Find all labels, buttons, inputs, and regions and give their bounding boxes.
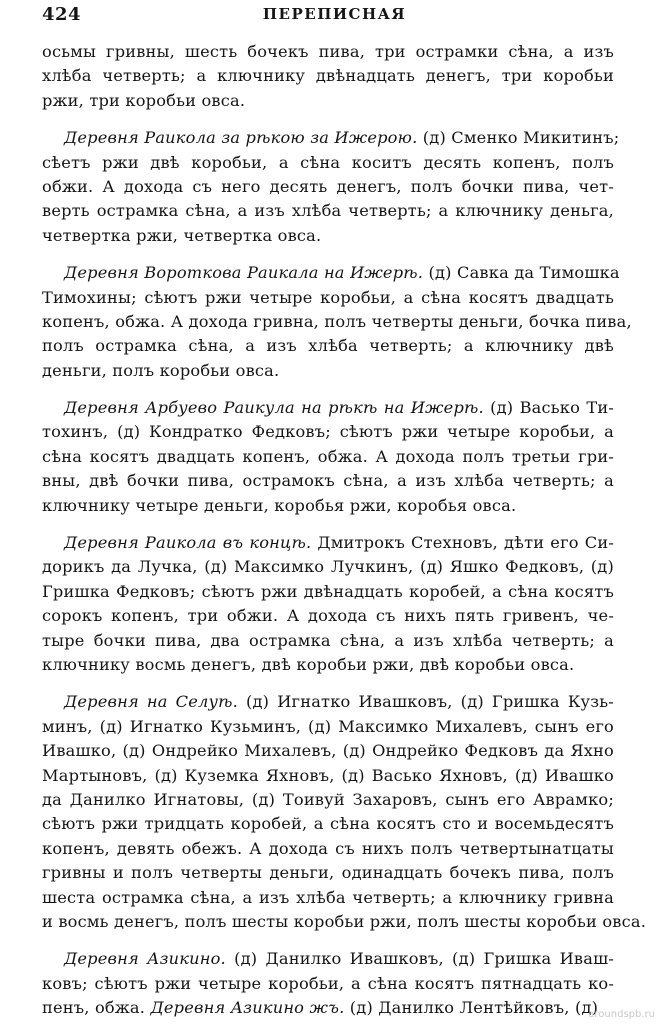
text-line [42, 996, 614, 1020]
line-text: сѣетъ ржи двѣ коробьи, а сѣна коситъ десять копенъ, полъ [42, 152, 614, 172]
line-text: дорикъ да Лучка, (д) Максимко Лучкинъ, (д) Яшко Федковъ, (д) [42, 557, 614, 577]
line-text: минъ, (д) Игнатко Кузьминъ, (д) Максимко Михалевъ, сынъ его [42, 716, 614, 736]
line-text: обжи. А дохода съ него десять денегъ, полъ бочки пива, чет- [42, 176, 614, 196]
line-text: деньги, полъ коробьи овса. [42, 360, 280, 380]
line-text: да Данилко Игнатовы, (д) Тоивуй Захаровъ, сынъ его Аврамко; [42, 789, 614, 809]
text-line [42, 310, 632, 334]
line-text: копенъ, девять обежъ. А дохода съ нихъ полъ четвертынатцаты [42, 838, 614, 858]
line-text: верть острамка сѣна, а изъ хлѣба четверть; а ключнику деньга, [42, 201, 614, 221]
line-text: (д) Данилко Ивашковъ, (д) Гришка Иваш- [225, 949, 614, 969]
text-line [42, 64, 614, 88]
text-line [42, 910, 647, 934]
line-text: четвертка ржи, четвертка овса. [42, 225, 322, 245]
text-line [42, 469, 614, 493]
line-text: пенъ, обжа. [42, 998, 146, 1018]
line-text: Дмитрокъ Стехновъ, дѣти его Си- [311, 533, 614, 553]
line-text: (д) Васько Ти- [483, 398, 614, 418]
line-text: гривны и полъ четверты деньги, одинадцать бочекъ пива, полъ [42, 863, 614, 883]
text-line [42, 580, 614, 604]
text-line [42, 604, 614, 628]
paragraph [42, 261, 632, 383]
text-line [42, 151, 614, 175]
text-line [42, 261, 620, 285]
text-line [42, 861, 614, 885]
text-line [42, 837, 614, 861]
text-line [42, 396, 614, 420]
text-line [42, 629, 614, 653]
running-title: ПЕРЕПИСНАЯ [262, 5, 407, 23]
text-line [42, 286, 614, 310]
village-heading: Деревня Азикино. [64, 949, 226, 969]
running-head [36, 4, 633, 28]
line-text: тохинъ, (д) Кондратко Федковъ; сѣютъ ржи четыре коробьи, а [42, 422, 614, 442]
watermark: aroundspb.ru [588, 1009, 655, 1020]
line-text: и восмь денегъ, полъ шесты коробьи ржи, полъ шесты коробьи овса. [42, 911, 647, 931]
text-line [42, 690, 614, 714]
line-text: ржи, три коробьи овса. [42, 90, 246, 110]
line-text: Тимохины; сѣютъ ржи четыре коробьи, а сѣна косятъ двадцать [42, 287, 614, 307]
text-line [42, 126, 620, 150]
paragraph [42, 126, 620, 248]
text-line [42, 947, 614, 971]
text-line [42, 359, 614, 383]
line-text: Гришка Федковъ; сѣютъ ржи двѣнадцать коробей, а сѣна косятъ [42, 581, 614, 601]
page-number: 424 [42, 4, 82, 25]
line-text: (д) Данилко Лентѣйковъ, (д) [344, 998, 599, 1018]
line-text: копенъ, обжа. А дохода гривна, полъ четверты деньги, бочка пива, [42, 311, 632, 331]
line-text: ключнику восмь денегъ, двѣ коробьи ржи, двѣ коробьи овса. [42, 654, 575, 674]
text-line [42, 494, 614, 518]
paragraph-gap [42, 677, 614, 690]
text-line [42, 531, 614, 555]
village-heading: Деревня Азикино жъ. [145, 998, 345, 1018]
text-line [42, 420, 614, 444]
paragraph [42, 531, 614, 677]
line-text: (д) Игнатко Ивашковъ, (д) Гришка Кузь- [237, 692, 614, 712]
text-line [42, 445, 614, 469]
paragraph [42, 396, 614, 518]
text-line [42, 972, 614, 996]
line-text: ковъ; сѣютъ ржи четыре коробьи, а сѣна косятъ пятнадцать ко- [42, 973, 614, 993]
line-text: Мартыновъ, (д) Куземка Яхновъ, (д) Васько Яхновъ, (д) Ивашко [42, 765, 614, 785]
line-text: сорокъ копенъ, три обжи. А дохода съ нихъ пять гривенъ, че- [42, 606, 614, 626]
line-text: хлѣба четверть; а ключнику двѣнадцать денегъ, три коробьи [42, 66, 614, 86]
village-heading: Деревня Вороткова Раикала на Ижерѣ. [64, 263, 424, 283]
text-line [42, 739, 614, 763]
line-text: осьмы гривны, шесть бочекъ пива, три острамки сѣна, а изъ [42, 42, 614, 61]
paragraph [42, 690, 647, 934]
text-line [42, 788, 614, 812]
line-text: (д) Сменко Микитинъ; [417, 128, 620, 148]
line-text: ключнику четыре деньги, коробья ржи, коробья овса. [42, 495, 517, 515]
text-line [42, 224, 614, 248]
village-heading: Деревня Раикола въ концѣ. [64, 533, 312, 553]
paragraph-gap [42, 934, 614, 947]
line-text: тыре бочки пива, два острамка сѣна, а изъ хлѣба четверть; а [42, 630, 614, 650]
line-text: Ивашко, (д) Ондрейко Михалевъ, (д) Ондрейко Федковъ да Яхно [42, 741, 614, 761]
line-text: вны, двѣ бочки пива, острамокъ сѣна, а изъ хлѣба четверть; а [42, 471, 614, 491]
village-heading: Деревня Раикола за рѣкою за Ижерою. [64, 128, 418, 148]
paragraph-gap [42, 248, 614, 261]
text-line [42, 812, 614, 836]
line-text: шеста острамка сѣна, а изъ хлѣба четверть; а ключнику гривна [42, 887, 614, 907]
text-line [42, 555, 614, 579]
text-line [42, 199, 614, 223]
paragraph [42, 40, 614, 113]
line-text: сѣютъ ржи тридцать коробей, а сѣна косятъ сто и восемьдесятъ [42, 814, 614, 834]
line-text: сѣна косятъ двадцать копенъ, обжа. А дохода полъ третьи гри- [42, 446, 614, 466]
text-line [42, 764, 614, 788]
text-line [42, 653, 614, 677]
line-text: полъ острамка сѣна, а изъ хлѣба четверть; а ключнику двѣ [42, 336, 614, 356]
paragraph-gap [42, 383, 614, 396]
line-text: (д) Савка да Тимошка [423, 263, 620, 283]
text-line [42, 40, 614, 64]
village-heading: Деревня на Селуѣ. [64, 692, 238, 712]
text-line [42, 334, 614, 358]
paragraph [42, 947, 614, 1020]
village-heading: Деревня Арбуево Раикула на рѣкѣ на Ижерѣ. [64, 398, 484, 418]
text-line [42, 175, 614, 199]
paragraph-gap [42, 518, 614, 531]
paragraph-gap [42, 113, 614, 126]
text-line [42, 715, 614, 739]
text-line [42, 89, 614, 113]
text-line [42, 886, 614, 910]
